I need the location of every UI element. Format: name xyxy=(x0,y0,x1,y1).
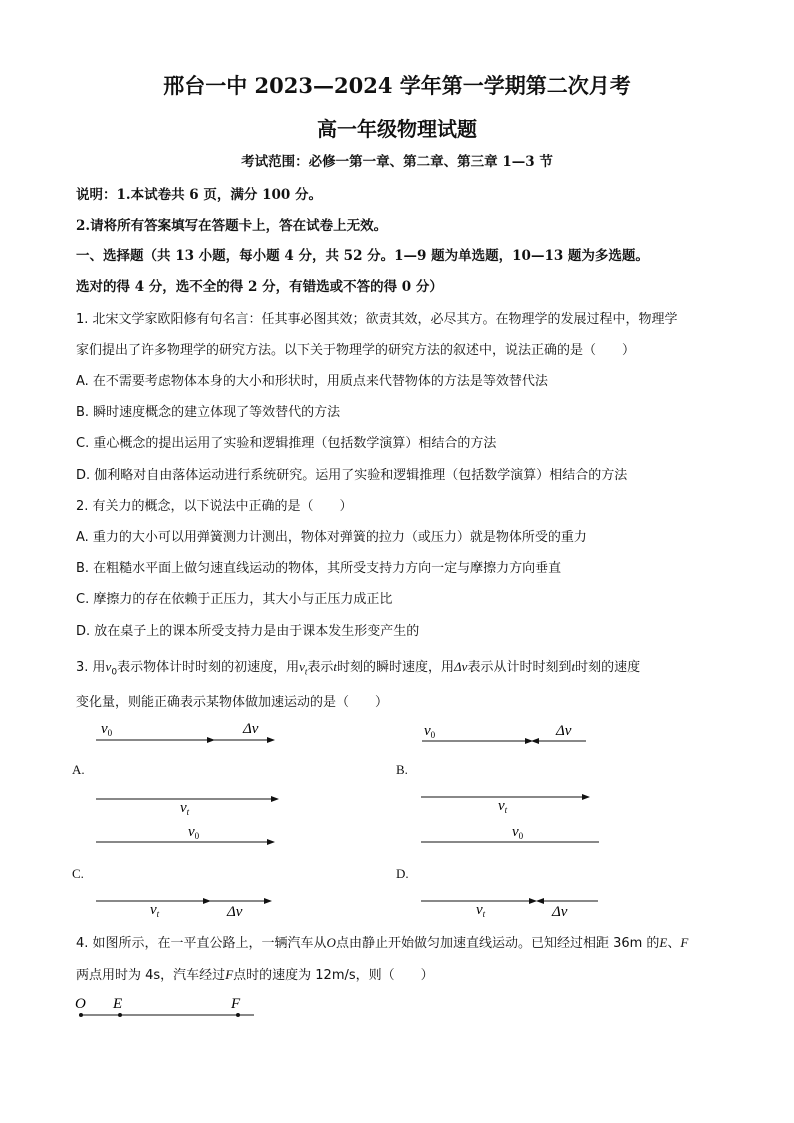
q1-option-a: A. 在不需要考虑物体本身的大小和形状时，用质点来代替物体的方法是等效替代法 xyxy=(76,374,548,389)
q3-option-a-label: A. xyxy=(72,762,85,777)
q3-b-dv-label: Δv xyxy=(556,723,572,739)
section-heading-line-2: 选对的得 4 分，选不全的得 2 分，有错选或不答的得 0 分） xyxy=(76,279,443,295)
q3-d-vt-label: $v_t$ xyxy=(476,902,486,919)
q3-c-v0-label: $v_0$ xyxy=(188,824,200,841)
q4-label-o: O xyxy=(75,996,86,1012)
note-line-1: 说明：1.本试卷共 6 页，满分 100 分。 xyxy=(76,187,322,203)
exam-range: 考试范围：必修一第一章、第二章、第三章 1—3 节 xyxy=(241,154,553,170)
q3-d-diagram xyxy=(421,824,599,920)
exam-subtitle: 高一年级物理试题 xyxy=(317,117,477,141)
q3-stem-line-2: 变化量，则能正确表示某物体做加速运动的是（ ） xyxy=(76,695,389,710)
q4-point-e xyxy=(118,1013,122,1017)
q3-a-vt-label: $v_t$ xyxy=(180,800,190,817)
q1-option-d: D. 伽利略对自由落体运动进行系统研究。运用了实验和逻辑推理（包括数学演算）相结合的方法 xyxy=(76,468,628,483)
q3-stem-line-1: 3. 用$v_0$表示物体计时时刻的初速度，用$v_t$表示t时刻的瞬时速度，用Δv表示从计时时刻到t时刻的速度 xyxy=(76,659,641,678)
q3-a-diagram xyxy=(96,721,278,817)
q4-stem-line-1: 4. 如图所示，在一平直公路上，一辆汽车从O点由静止开始做匀加速直线运动。已知经过相距 36m 的E、F xyxy=(76,935,689,951)
q3-c-vt-label: $v_t$ xyxy=(150,902,160,919)
q3-b-vt-label: $v_t$ xyxy=(498,798,508,815)
section-heading-line-1: 一、选择题（共 13 小题，每小题 4 分，共 52 分。1—9 题为单选题，10—13 题为多选题。 xyxy=(76,248,649,264)
q1-stem-line-2: 家们提出了许多物理学的研究方法。以下关于物理学的研究方法的叙述中，说法正确的是（ ） xyxy=(76,343,636,358)
q4-stem-line-2: 两点用时为 4s，汽车经过F点时的速度为 12m/s，则（ ） xyxy=(76,967,434,983)
q4-label-e: E xyxy=(113,996,123,1012)
q3-option-d-label: D. xyxy=(396,866,409,881)
q4-point-f xyxy=(236,1013,240,1017)
q4-label-f: F xyxy=(231,996,241,1012)
q1-option-c: C. 重心概念的提出运用了实验和逻辑推理（包括数学演算）相结合的方法 xyxy=(76,436,497,451)
q3-b-diagram xyxy=(421,723,589,815)
q1-option-b: B. 瞬时速度概念的建立体现了等效替代的方法 xyxy=(76,405,341,420)
q3-d-v0-label: $v_0$ xyxy=(512,824,524,841)
q3-option-c-label: C. xyxy=(72,866,84,881)
q2-stem: 2. 有关力的概念，以下说法中正确的是（ ） xyxy=(76,499,353,514)
q3-a-v0-label: $v_0$ xyxy=(101,721,113,738)
q2-option-b: B. 在粗糙水平面上做匀速直线运动的物体，其所受支持力方向一定与摩擦力方向垂直 xyxy=(76,561,562,576)
q3-option-b-label: B. xyxy=(396,762,408,777)
q3-a-dv-label: Δv xyxy=(243,721,259,737)
q2-option-a: A. 重力的大小可以用弹簧测力计测出，物体对弹簧的拉力（或压力）就是物体所受的重力 xyxy=(76,530,587,545)
q3-c-diagram xyxy=(96,824,274,920)
q2-option-d: D. 放在桌子上的课本所受支持力是由于课本发生形变产生的 xyxy=(76,624,420,639)
q3-c-dv-label: Δv xyxy=(227,904,243,920)
exam-title: 邢台一中 2023—2024 学年第一学期第二次月考 xyxy=(163,73,631,98)
q4-road-figure xyxy=(75,996,254,1017)
q2-option-c: C. 摩擦力的存在依赖于正压力，其大小与正压力成正比 xyxy=(76,592,393,607)
note-line-2: 2.请将所有答案填写在答题卡上，答在试卷上无效。 xyxy=(76,218,388,234)
q1-stem-line-1: 1. 北宋文学家欧阳修有句名言：任其事必图其效；欲责其效，必尽其方。在物理学的发展过程中，物理学 xyxy=(76,312,678,327)
q3-d-dv-label: Δv xyxy=(552,904,568,920)
q4-point-o xyxy=(79,1013,83,1017)
q3-b-v0-label: $v_0$ xyxy=(424,723,436,740)
